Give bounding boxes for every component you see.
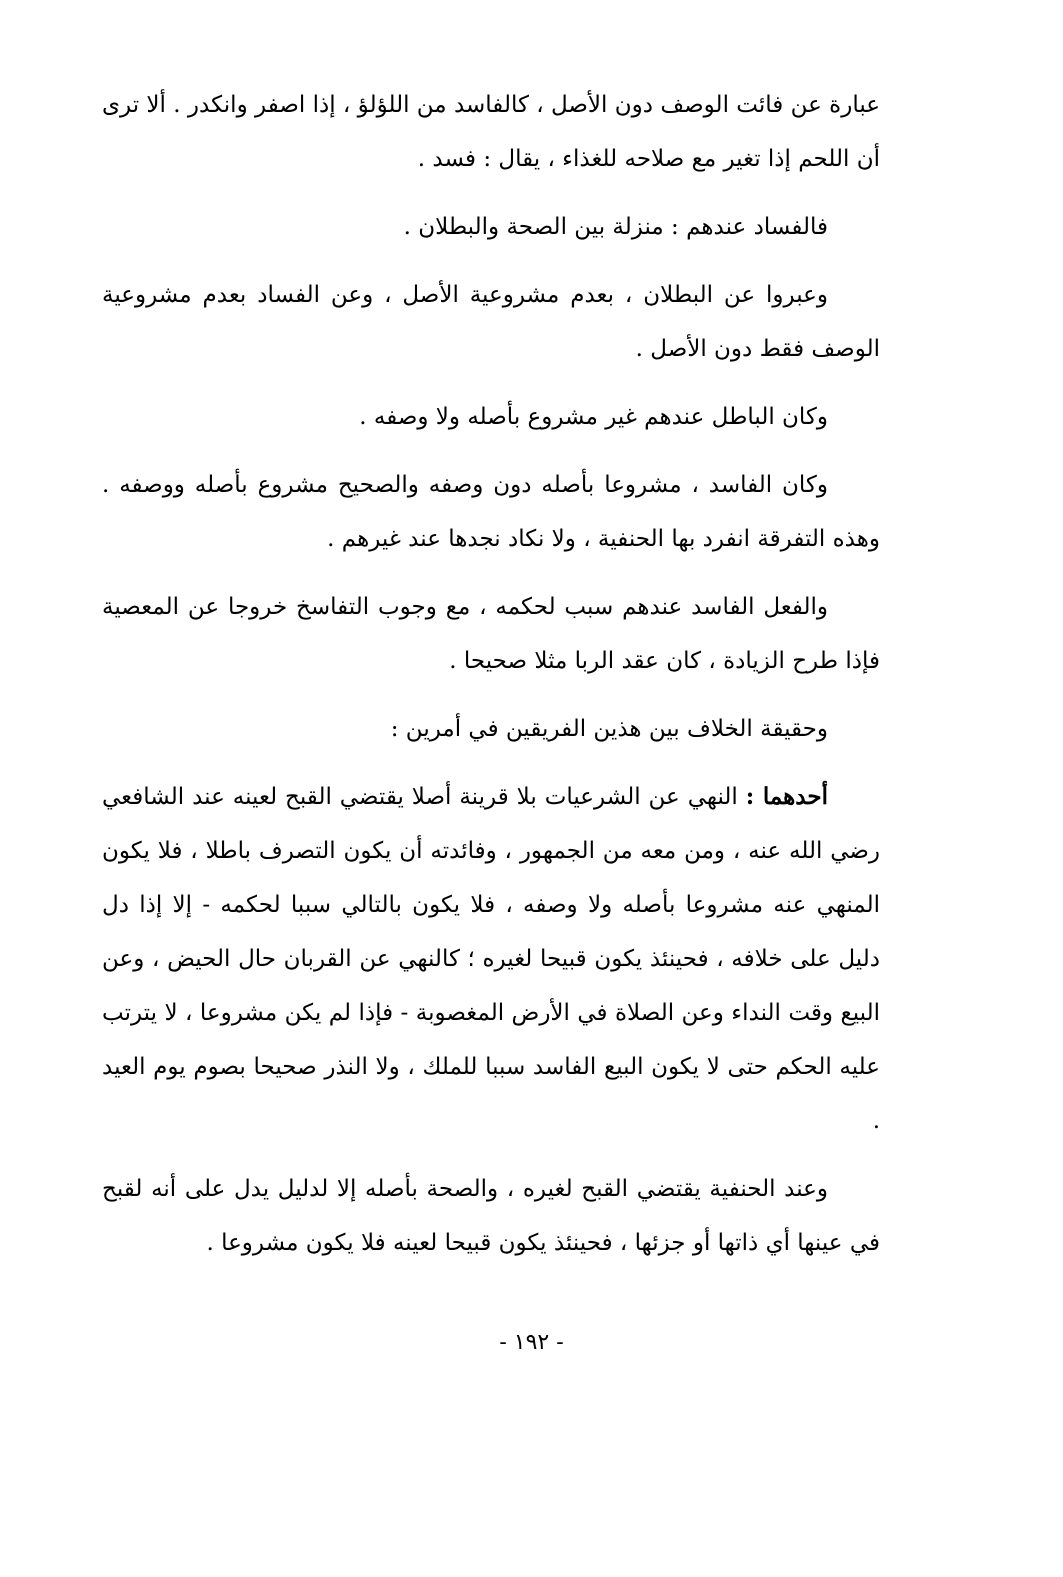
paragraph-2-text: فالفساد عندهم : منزلة بين الصحة والبطلان . (403, 214, 828, 240)
paragraph-4 (102, 390, 880, 444)
paragraph-3 (102, 268, 880, 376)
paragraph-8 (102, 770, 880, 1148)
paragraph-5-text: وكان الفاسد ، مشروعا بأصله دون وصفه والصحيح مشروع بأصله ووصفه . وهذه التفرقة انفرد بها الحنفية ، ولا نكاد نجدها عند غيرهم . (102, 472, 880, 552)
page-number: - ١٩٢ - (499, 1330, 564, 1355)
paragraph-5 (102, 458, 880, 566)
document-page (102, 78, 880, 1284)
paragraph-8-lead: أحدهما : (745, 783, 828, 810)
paragraph-9 (102, 1162, 880, 1270)
paragraph-9-text: وعند الحنفية يقتضي القبح لغيره ، والصحة بأصله إلا لدليل يدل على أنه لقبح في عينها أي ذاتها أو جزئها ، فحينئذ يكون قبيحا لعينه فلا يكون مشروعا . (102, 1176, 880, 1256)
paragraph-8-text: النهي عن الشرعيات بلا قرينة أصلا يقتضي القبح لعينه عند الشافعي رضي الله عنه ، ومن معه من الجمهور ، وفائدته أن يكون التصرف باطلا ، فلا يكون المنهي عنه مشروعا بأصله ولا وصفه ، فلا يكون بالتالي سببا لحكمه - إلا إذا دل دليل على خلافه ، فحينئذ يكون قبيحا لغيره ؛ كالنهي عن القربان حال الحيض ، وعن البيع وقت النداء وعن الصلاة في الأرض المغصوبة - فإذا لم يكن مشروعا ، لا يترتب عليه الحكم حتى لا يكون البيع الفاسد سببا للملك ، ولا النذر صحيحا بصوم يوم العيد . (102, 784, 880, 1134)
paragraph-7-text: وحقيقة الخلاف بين هذين الفريقين في أمرين : (390, 716, 828, 742)
paragraph-1-text: عبارة عن فائت الوصف دون الأصل ، كالفاسد من اللؤلؤ ، إذا اصفر وانكدر . ألا ترى أن اللحم إذا تغير مع صلاحه للغذاء ، يقال : فسد . (102, 92, 880, 172)
paragraph-7 (102, 702, 880, 756)
paragraph-6 (102, 580, 880, 688)
paragraph-2 (102, 200, 880, 254)
paragraph-6-text: والفعل الفاسد عندهم سبب لحكمه ، مع وجوب التفاسخ خروجا عن المعصية فإذا طرح الزيادة ، كان عقد الربا مثلا صحيحا . (102, 594, 880, 674)
paragraph-4-text: وكان الباطل عندهم غير مشروع بأصله ولا وصفه . (359, 404, 828, 430)
paragraph-3-text: وعبروا عن البطلان ، بعدم مشروعية الأصل ، وعن الفساد بعدم مشروعية الوصف فقط دون الأصل . (102, 282, 880, 362)
paragraph-1 (102, 78, 880, 186)
